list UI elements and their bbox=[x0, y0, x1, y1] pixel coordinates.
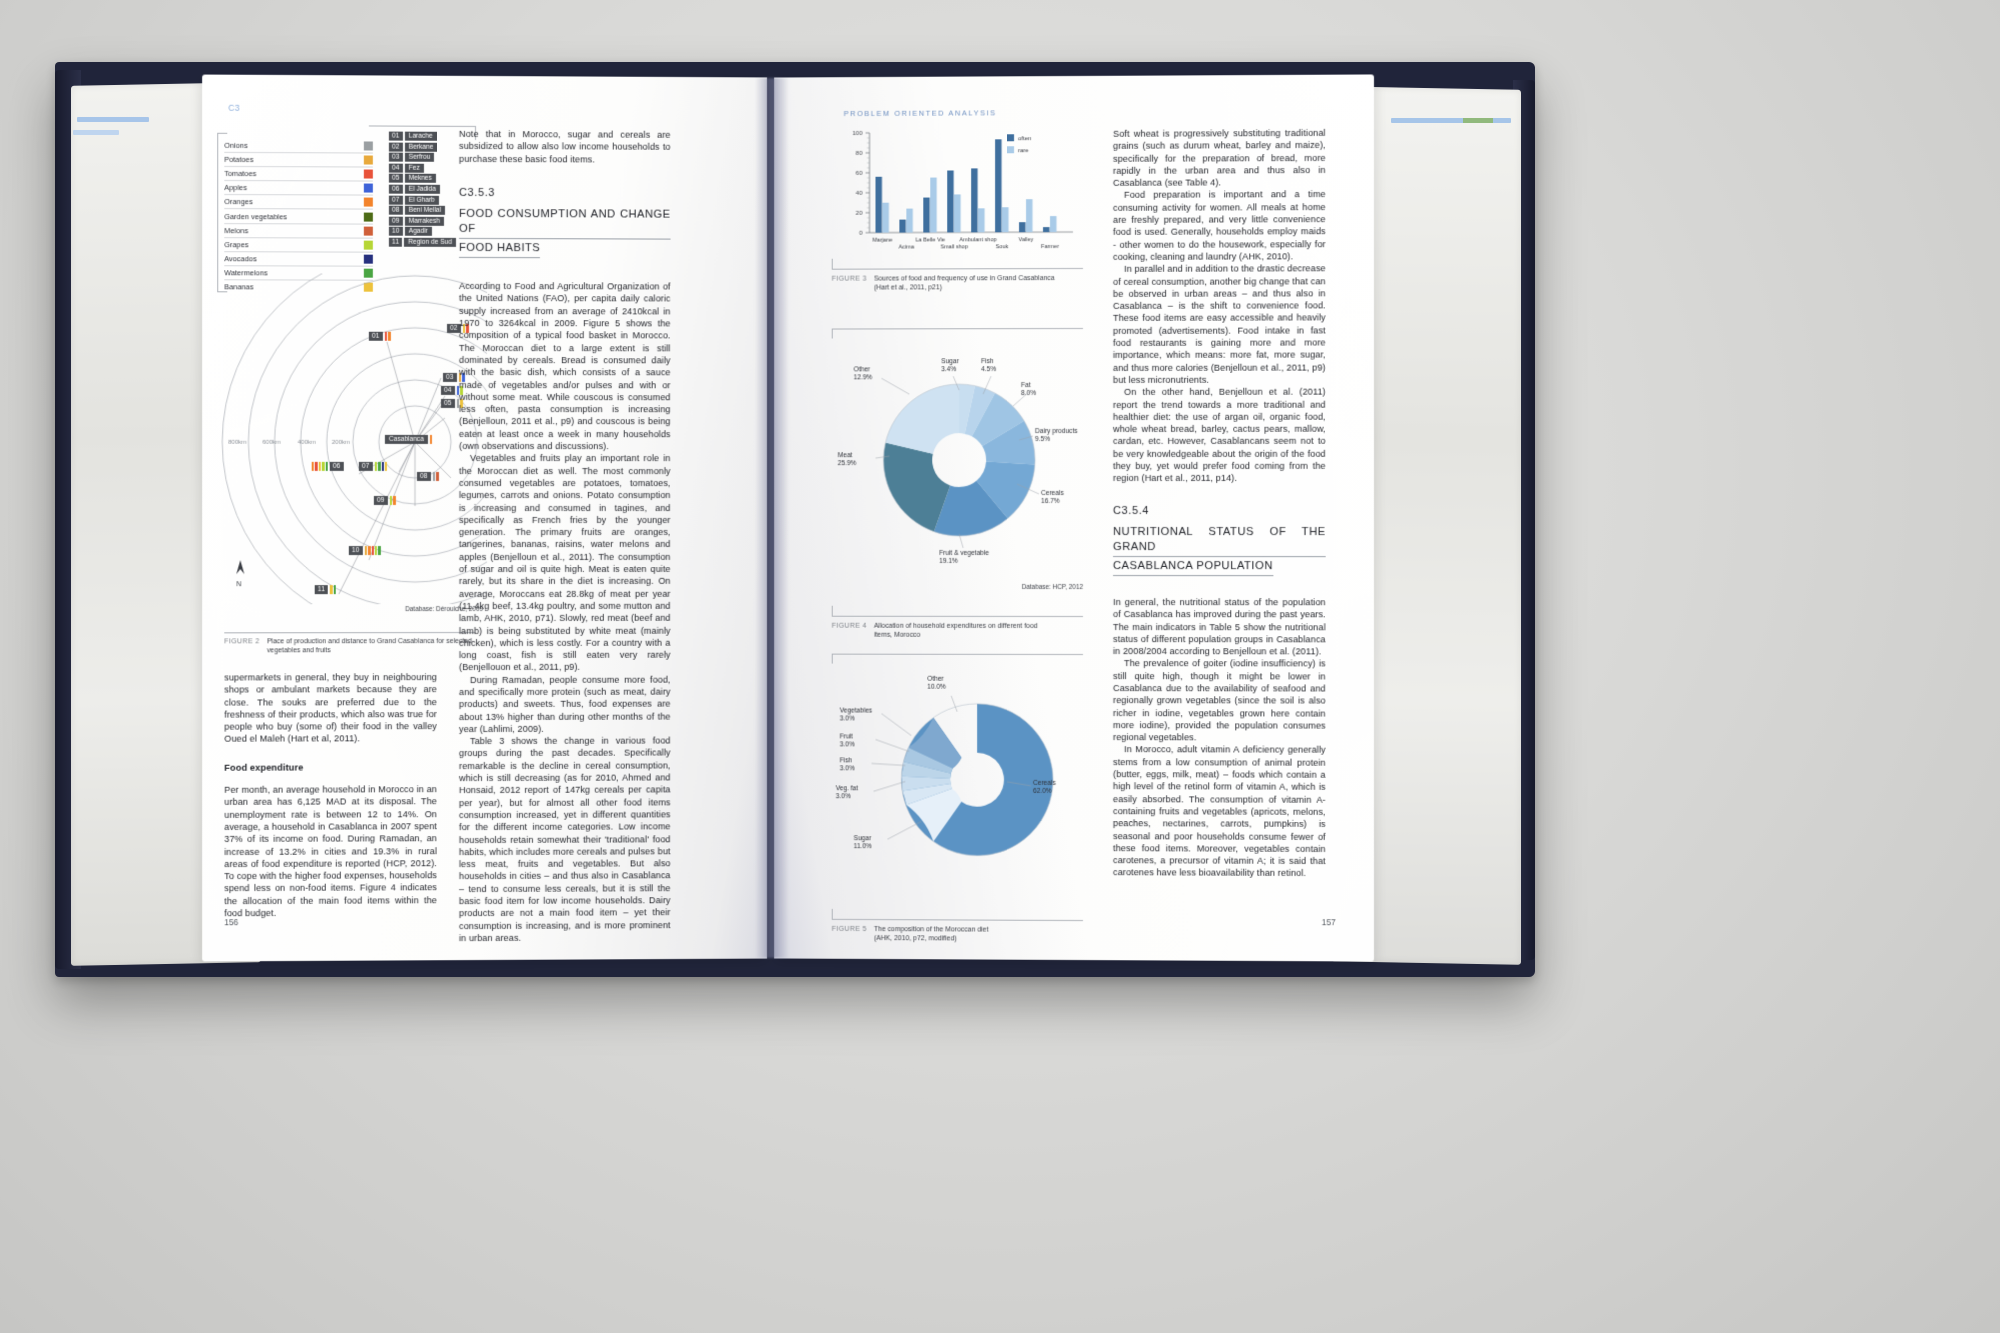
bar-category-valley: Valley bbox=[1018, 237, 1034, 244]
map-tag-bars bbox=[385, 332, 391, 341]
map-tag-bars bbox=[365, 546, 381, 555]
chapter-tag: C3 bbox=[228, 102, 241, 113]
legend-item bbox=[224, 238, 373, 253]
region-index-item bbox=[389, 238, 456, 247]
section-title-line2: FOOD HABITS bbox=[459, 241, 540, 258]
legend-swatch bbox=[364, 170, 373, 179]
bar-category-acima: Acima bbox=[898, 244, 915, 251]
section-title-c353 bbox=[459, 207, 671, 259]
legend-label: Avocados bbox=[224, 253, 257, 264]
map-tag-id: 10 bbox=[349, 546, 363, 555]
paragraph-ramadan: During Ramadan, people consume more food, and specifically more protein (such as meat, dairy products) and sweets. Thus, food expenses are about 13% higher than during other months of the year (Lahlimi, 2009). bbox=[458, 674, 671, 734]
svg-text:80: 80 bbox=[855, 149, 863, 157]
donut5-label-other bbox=[927, 676, 946, 693]
region-id: 11 bbox=[389, 238, 402, 247]
donut4-label-other-text: Other bbox=[853, 366, 871, 374]
map-tag-id: 05 bbox=[441, 399, 455, 408]
figure-2-caption-label: FIGURE 2 bbox=[224, 638, 260, 646]
paragraph-soft-wheat: Soft wheat is progressively substituting traditional grains (such as durum wheat, barley and maize), specifically for the preparation of bread, more rapidly in the urban area and thus also in Casablanca (see Table 4). bbox=[1113, 127, 1326, 189]
donut5-label-other-text: Other bbox=[927, 675, 944, 683]
map-tag-11 bbox=[315, 585, 336, 594]
figure-4-bracket-bottom-line bbox=[832, 616, 1083, 617]
paragraph-vegetables-fruits: Vegetables and fruits play an important role in the Moroccan diet as well. The most commonly consumed vegetables are potatoes, tomatoes, legumes, carrots and onions. Potato consumption is increasing and consumed in tagines, and specifically as French fries by the younger generation. The primary fruits are oranges, tangerines, bananas, raisins, water melons and apples (Benjelloun et al., 2011). The consumption of sugar and oil is quite high. Meat is eaten quite rarely, but its share in the diet is increasing. On average, Moroccans eat 28.8kg of meat per year (11.4kg beef, 13.4kg poultry, and some mutton and lamb, AHK, 2010, p71). Slowly, red meat (beef and lamb) is being substituted by white meat (mainly chicken), which is less costly. For a country with a long coast, fish is still eaten very rarely (Benjellouon et al., 2011, p9). bbox=[458, 453, 671, 673]
figure-4-caption-line1: Allocation of household expenditures on different food bbox=[873, 622, 1038, 630]
legend-label: Grapes bbox=[224, 239, 249, 249]
donut5-label-other-value: 10.0% bbox=[927, 684, 946, 692]
bar-category-souk: Souk bbox=[995, 244, 1009, 251]
donut4-label-cereals-value: 16.7% bbox=[1041, 498, 1060, 506]
region-index-item bbox=[389, 216, 456, 225]
donut4-label-fruitveg bbox=[939, 550, 989, 567]
figure-3-caption-line2: (Hart et al., 2011, p21) bbox=[873, 284, 943, 292]
region-index-item bbox=[389, 163, 456, 172]
legend-swatch bbox=[364, 240, 373, 249]
section-number-c353: C3.5.3 bbox=[458, 186, 496, 199]
paragraph-traditional-diet: On the other hand, Benjelloun et al. (2011) report the trend towards a more traditional and healthier diet: the use of argan oil, organic food, whole wheat bread, barley, cactus pears, mallow, cardan, etc. However, Casablancans seem not to be very knowledgeable about the origin of the food they buy, yet would prefer food coming from the region (Hart et al., 2011, p14). bbox=[1113, 386, 1326, 484]
folio-left: 156 bbox=[224, 917, 239, 928]
figure-3-bar-chart bbox=[836, 128, 1085, 259]
donut5-label-vegetables-value: 3.0% bbox=[839, 715, 855, 723]
region-id: 01 bbox=[389, 132, 403, 141]
figure-5-bracket-bottom bbox=[832, 909, 833, 919]
bookmark-ribbon-right-1 bbox=[1391, 118, 1511, 123]
svg-text:N: N bbox=[236, 581, 242, 589]
map-tag-bars bbox=[430, 435, 432, 444]
left-page-column-2 bbox=[459, 128, 671, 944]
figure-4-caption-line2: items, Morocco bbox=[873, 632, 921, 640]
section-title-c354-line1: NUTRITIONAL STATUS OF THE GRAND bbox=[1113, 525, 1326, 557]
svg-text:800km: 800km bbox=[228, 439, 247, 446]
bookmark-ribbon-left-2 bbox=[73, 130, 119, 135]
donut4-label-cereals bbox=[1041, 490, 1064, 507]
figure-4-bracket-top-left bbox=[832, 329, 833, 339]
paragraph-nutritional-status: In general, the nutritional status of the population of Casablanca has improved during the past years. The main indicators in Table 5 show the nutritional status of different population groups in Casablanca in 2008/2004 according to Benjelloun et al. (2011). bbox=[1113, 596, 1326, 657]
section-title-line1: FOOD CONSUMPTION AND CHANGE OF bbox=[459, 207, 671, 240]
donut4-label-other bbox=[854, 366, 873, 383]
figure-3 bbox=[831, 128, 1085, 309]
donut4-label-fish-value: 4.5% bbox=[981, 366, 997, 374]
donut5-label-fish bbox=[840, 757, 855, 774]
region-name: El Gharb bbox=[405, 195, 439, 204]
region-index-item bbox=[389, 227, 456, 236]
map-tag-id: 08 bbox=[417, 472, 431, 481]
figure-3-caption bbox=[832, 274, 1083, 293]
legend-swatch bbox=[364, 254, 373, 263]
bookmark-ribbon-left-1 bbox=[77, 117, 149, 122]
map-tag-10 bbox=[349, 546, 381, 555]
figure-3-legend bbox=[1007, 134, 1031, 154]
svg-text:40: 40 bbox=[855, 189, 863, 197]
donut5-label-cereals bbox=[1033, 780, 1056, 797]
figure-2-legend bbox=[224, 139, 373, 294]
legend-label: Apples bbox=[224, 183, 248, 193]
map-tag-id: 06 bbox=[330, 462, 344, 471]
region-id: 04 bbox=[389, 163, 403, 172]
svg-text:0: 0 bbox=[859, 229, 863, 237]
legend-item bbox=[224, 139, 373, 154]
region-name: Agadir bbox=[405, 227, 432, 236]
map-tag-id: 02 bbox=[447, 324, 461, 333]
donut5-label-fruit bbox=[840, 733, 855, 750]
svg-text:20: 20 bbox=[855, 209, 863, 217]
folio-right: 157 bbox=[1321, 917, 1336, 928]
donut4-label-meat-text: Meat bbox=[837, 452, 853, 460]
paragraph-convenience-food: In parallel and in addition to the drastic decrease of cereal consumption, another big change that can be observed in urban areas – and thus also in Casablanca – is the shift to convenience food. These food items are easy accessible and heavily promoted (advertisements). Food intake in fast food restaurants is gaining more and more importance, which means: more fat, more sugar, and thus more calories (Benjelloun et al., 2011, p9) but less micronutrients. bbox=[1113, 263, 1326, 385]
figure-4-donut-chart bbox=[874, 374, 1046, 546]
legend-label: Tomatoes bbox=[224, 169, 257, 179]
donut4-label-dairy-text: Dairy products bbox=[1035, 427, 1078, 436]
region-name: Serfrou bbox=[405, 153, 435, 162]
map-tag-id: 03 bbox=[443, 373, 457, 382]
donut4-label-fish bbox=[981, 358, 996, 375]
bar-category-smallshop: Small shop bbox=[940, 244, 968, 251]
figure-2-caption-text: Place of production and distance to Grand Casablanca for selected vegetables and fruits bbox=[266, 638, 472, 655]
legend-swatch bbox=[364, 212, 373, 221]
figure-4-bracket-top-line bbox=[832, 328, 1083, 330]
region-index-item bbox=[389, 174, 456, 183]
map-tag-casablanca bbox=[385, 435, 432, 444]
donut4-label-dairy bbox=[1035, 428, 1077, 445]
svg-text:60: 60 bbox=[855, 169, 863, 177]
legend-item bbox=[224, 252, 373, 267]
figure-2-region-index bbox=[389, 132, 456, 249]
legend-label: Garden vegetables bbox=[224, 211, 288, 221]
section-title-c354 bbox=[1113, 525, 1326, 576]
donut4-label-fruitveg-value: 19.1% bbox=[939, 558, 958, 566]
bar-category-marjane: Marjane bbox=[872, 237, 893, 244]
right-page-column-2 bbox=[1113, 127, 1326, 880]
svg-text:400km: 400km bbox=[297, 439, 316, 446]
paragraph-note-subsidy: Note that in Morocco, sugar and cereals are subsidized to allow also low income households to purchase these basic food items. bbox=[458, 128, 671, 165]
donut4-label-meat-value: 25.9% bbox=[837, 460, 857, 468]
paragraph-table3: Table 3 shows the change in various food groups during the past decades. Specifically remarkable is the decline in cereal consumption, which is still decreasing (as for 2010, Ahmed and Honsaid, 2012 report of 147kg cereals per capita per year), but for almost all other food items consumption increased, yet in different quantities for the different income categories. Low income households retain somewhat their 'traditional' food habits, which includes more cereals and pulses but less meat, fruits and vegetables. But also households in cities – and thus also in Casablanca – tend to consume less cereals, but it is still the basic food item for low income households. Dairy products are not a main food item – yet their consumption is increasing, and is more prominent in urban areas. bbox=[458, 735, 671, 944]
region-id: 10 bbox=[389, 227, 403, 236]
legend-bracket bbox=[217, 133, 218, 291]
map-tag-07 bbox=[359, 462, 387, 471]
donut4-label-fat bbox=[1021, 382, 1036, 399]
svg-text:100: 100 bbox=[852, 129, 863, 137]
map-tag-bars bbox=[312, 462, 328, 471]
donut4-label-meat bbox=[838, 452, 857, 469]
bar-category-labellevie: La Belle Vie bbox=[915, 237, 946, 244]
legend-label-rare: rare bbox=[1018, 148, 1029, 155]
legend-swatch bbox=[364, 198, 373, 207]
figure-4-caption-label: FIGURE 4 bbox=[831, 622, 867, 630]
legend-label: Onions bbox=[224, 140, 248, 151]
region-index-item bbox=[389, 206, 456, 215]
map-tag-id: 04 bbox=[441, 386, 455, 395]
region-index-item bbox=[389, 153, 456, 162]
figure-5-caption-line1: The composition of the Moroccan diet bbox=[873, 926, 989, 934]
running-head: PROBLEM ORIENTED ANALYSIS bbox=[843, 108, 997, 119]
legend-label: Potatoes bbox=[224, 155, 254, 165]
legend-swatch bbox=[364, 226, 373, 235]
donut5-label-vegfat-value: 3.0% bbox=[835, 793, 851, 801]
figure-4 bbox=[831, 328, 1085, 640]
legend-label: Oranges bbox=[224, 197, 253, 207]
map-tag-bars bbox=[375, 462, 388, 471]
legend-label: Bananas bbox=[224, 282, 254, 292]
donut4-label-fish-text: Fish bbox=[981, 358, 994, 366]
figure-5-caption-label: FIGURE 5 bbox=[831, 925, 867, 934]
donut4-slice-other bbox=[886, 384, 960, 454]
figure-2 bbox=[218, 123, 489, 625]
region-name: Marrakesh bbox=[405, 216, 444, 225]
section-title-c354-line2: CASABLANCA POPULATION bbox=[1113, 559, 1273, 576]
donut5-label-cereals-value: 62.0% bbox=[1033, 788, 1052, 796]
paragraph-goiter: The prevalence of goiter (iodine insufficiency) is still quite high, though it might be lower in Casablanca due to the availability of seafood and regionally grown vegetables (since the soil is also richer in iodine, vegetables grown here contain more iodine), provided the population consumes regional vegetables. bbox=[1113, 658, 1326, 743]
figure-3-bracket-left bbox=[832, 259, 833, 269]
bar-category-ambulantshop: Ambulant shop bbox=[959, 237, 997, 244]
donut5-label-fruit-text: Fruit bbox=[839, 733, 853, 741]
donut5-label-vegetables bbox=[840, 707, 872, 724]
map-tag-bars bbox=[330, 585, 336, 594]
figure-3-caption-label: FIGURE 3 bbox=[831, 275, 867, 283]
region-name: Berkane bbox=[405, 142, 438, 151]
map-tag-08 bbox=[417, 472, 439, 481]
figure-5-bracket-top bbox=[832, 654, 833, 664]
figure-4-bracket-bottom bbox=[832, 606, 833, 616]
legend-item bbox=[224, 224, 373, 239]
section-number-c354: C3.5.4 bbox=[1113, 504, 1150, 517]
paragraph-food-preparation: Food preparation is important and a time consuming activity for women. All meals at home are freshly prepared, and very little convenience food is used. Generally, households employ maids - other women to do the housework, especially for cooking, cleaning and laundry (AHK, 2010). bbox=[1113, 189, 1326, 262]
donut5-label-vegfat bbox=[836, 785, 858, 802]
region-name: Region de Sud bbox=[404, 238, 456, 247]
region-id: 02 bbox=[389, 142, 403, 151]
figure-4-database: Database: HCP, 2012 bbox=[1021, 583, 1083, 592]
donut5-label-sugar-text: Sugar bbox=[853, 835, 872, 843]
legend-item bbox=[224, 210, 373, 225]
figure-5-bracket-top-line bbox=[832, 654, 1083, 655]
legend-swatch bbox=[364, 156, 373, 165]
map-tag-id: 01 bbox=[369, 332, 383, 341]
figure-5-caption-line2: (AHK, 2010, p72, modified) bbox=[873, 935, 957, 943]
paragraph-fao: According to Food and Agricultural Organization of the United Nations (FAO), per capita daily caloric supply increased from an average of 2410kcal in 1970 to 3264kcal in 2009. Figure 5 shows the composition of a typical food basket in Morocco. The Moroccan diet to a large extent is still dominated by cereals. Bread is consumed daily with the basic dish, which consists of a sauce made of vegetables and/or pulses and with or without some meat. While couscous is consumed less often, pasta consumption is increasing (Benjelloun, 2011 et al., p9) and couscous is being eaten at least once a week in many households (own observations and discussions). bbox=[458, 281, 671, 452]
region-id: 09 bbox=[389, 216, 403, 225]
region-index-item bbox=[389, 132, 456, 141]
legend-item bbox=[224, 167, 373, 182]
donut4-label-sugar bbox=[941, 358, 959, 375]
map-tag-09 bbox=[374, 496, 396, 505]
figure-4-caption bbox=[832, 622, 1083, 641]
legend-bracket-top bbox=[217, 133, 227, 134]
region-id: 06 bbox=[389, 185, 403, 194]
region-name: Meknes bbox=[405, 174, 436, 183]
region-name: El Jadida bbox=[405, 185, 440, 194]
region-index-item bbox=[389, 142, 456, 151]
left-column-text bbox=[224, 671, 437, 919]
map-tag-bars bbox=[390, 496, 396, 505]
paragraph-food-expenditure: Per month, an average household in Morocco in an urban area has 6,125 MAD at its disposal. The unemployment rate is between 12 to 14%. On average, a household in Casablanca in 2007 spent 37% of its income on food. During Ramadan, an increase of 13.2% in cities and 19.3% in rural areas of food expenditure is reported (HCP, 2012). To cope with the higher food expenses, households spend less on non-food items. Figure 4 indicates the allocation of the main food items within the food budget. bbox=[224, 784, 437, 919]
figure-5 bbox=[831, 654, 1085, 943]
donut4-label-sugar-text: Sugar bbox=[941, 358, 959, 366]
figure-2-bracket-top-line bbox=[369, 125, 475, 126]
region-id: 08 bbox=[389, 206, 403, 215]
svg-text:200km: 200km bbox=[331, 439, 350, 446]
donut4-label-fat-value: 8.0% bbox=[1021, 390, 1037, 398]
donut5-label-sugar-value: 11.0% bbox=[853, 843, 872, 851]
legend-label-often: often bbox=[1018, 136, 1032, 143]
map-center-label: Casablanca bbox=[385, 435, 428, 444]
legend-item bbox=[224, 195, 373, 210]
subheading-food-expenditure: Food expenditure bbox=[224, 762, 304, 773]
donut5-label-cereals-text: Cereals bbox=[1033, 779, 1056, 787]
donut5-label-fish-text: Fish bbox=[839, 757, 853, 765]
donut5-label-fruit-value: 3.0% bbox=[839, 741, 855, 749]
figure-5-caption bbox=[832, 925, 1083, 945]
map-tag-bars bbox=[433, 472, 439, 481]
legend-swatch bbox=[364, 142, 373, 151]
region-id: 05 bbox=[389, 174, 403, 183]
donut4-label-cereals-text: Cereals bbox=[1041, 490, 1064, 498]
donut4-label-dairy-value: 9.5% bbox=[1035, 436, 1051, 444]
map-tag-id: 07 bbox=[359, 462, 373, 471]
map-tag-id: 11 bbox=[315, 585, 328, 594]
figure-2-database: Database: Dérouiche, 2009 bbox=[405, 606, 484, 614]
legend-swatch bbox=[364, 184, 373, 193]
donut5-label-fish-value: 3.0% bbox=[839, 765, 855, 773]
map-tag-id: 09 bbox=[374, 496, 388, 505]
donut4-label-sugar-value: 3.4% bbox=[941, 366, 957, 374]
figure-3-caption-line1: Sources of food and frequency of use in Grand Casablanca bbox=[873, 275, 1055, 283]
donut4-label-fat-text: Fat bbox=[1021, 382, 1031, 390]
region-name: Fez bbox=[405, 163, 424, 172]
book-gutter-shadow bbox=[755, 78, 789, 958]
figure-2-caption-block bbox=[224, 632, 475, 656]
open-book bbox=[55, 62, 1535, 977]
figure-2-caption bbox=[224, 637, 475, 656]
region-name: Larache bbox=[405, 132, 437, 141]
donut4-label-fruitveg-text: Fruit & vegetable bbox=[939, 549, 989, 557]
legend-label: Watermelons bbox=[224, 268, 268, 278]
paragraph-vitamin-a: In Morocco, adult vitamin A deficiency generally stems from a low consumption of animal protein (butter, eggs, milk, meat) – foods which contain a high level of the retinol form of vitamin A, which is easily absorbed. The consumption of vitamin A-containing fruits and vegetables (apricots, melons, peaches, nectarines, carrots, pumpkins) is seasonal and poor households consume fewer of these food items. Moreover, vegetables contain carotenes, a precursor of vitamin A; it is said that carotenes have less bioavailability than retinol. bbox=[1113, 744, 1326, 879]
figure-5-bracket-bottom-line bbox=[832, 919, 1083, 921]
region-id: 07 bbox=[389, 195, 403, 204]
bar-category-farmer: Farmer bbox=[1041, 244, 1060, 251]
region-name: Beni Mellal bbox=[405, 206, 445, 215]
region-index-item bbox=[389, 185, 456, 194]
figure-2-caption-rule bbox=[224, 632, 475, 633]
figure-3-bracket-line bbox=[832, 268, 1083, 270]
donut5-label-sugar bbox=[854, 835, 872, 852]
svg-text:600km: 600km bbox=[262, 439, 281, 446]
map-tag-01 bbox=[369, 332, 391, 341]
legend-label: Melons bbox=[224, 225, 249, 235]
right-page bbox=[774, 74, 1374, 961]
left-page bbox=[202, 75, 767, 962]
paragraph-supermarkets: supermarkets in general, they buy in neighbouring shops or ambulant markets because they are close. The souks are preferred due to the freshness of their products, which also was true for people who buy (some of) their food in the valley Oued el Maleh (Hart et al, 2011). bbox=[224, 672, 437, 745]
legend-item bbox=[224, 153, 373, 168]
donut4-label-other-value: 12.9% bbox=[853, 374, 873, 382]
donut5-label-vegetables-text: Vegetables bbox=[839, 707, 873, 715]
region-id: 03 bbox=[389, 153, 403, 162]
map-tag-06 bbox=[312, 462, 344, 471]
legend-item bbox=[224, 181, 373, 196]
donut5-label-vegfat-text: Veg. fat bbox=[835, 785, 858, 793]
region-index-item bbox=[389, 195, 456, 204]
